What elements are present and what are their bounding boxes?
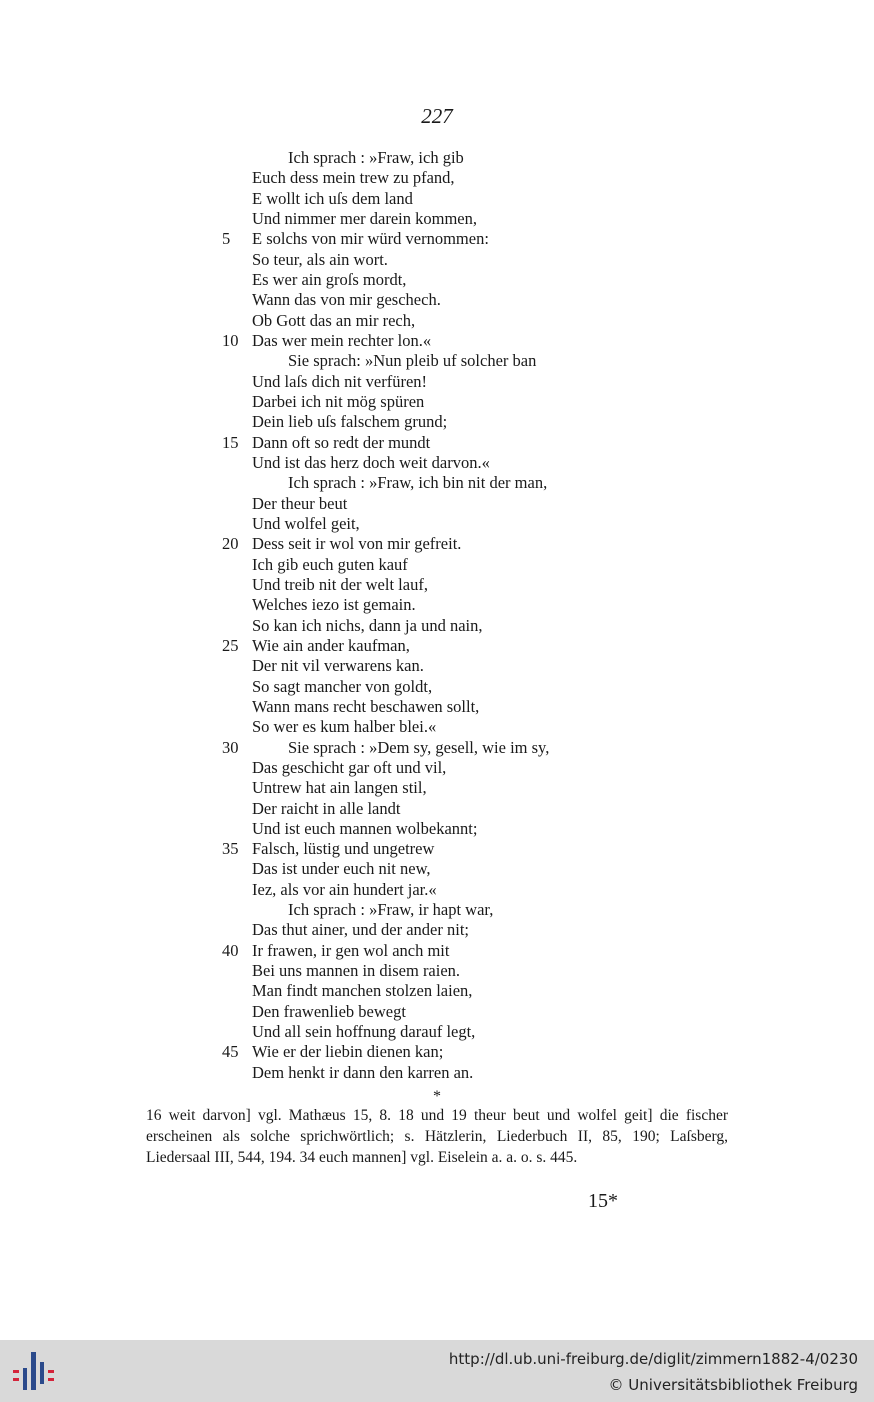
verse-line [0,372,874,392]
verse-text: Das geschicht gar oft und vil, [252,757,447,777]
verse-text: Wie er der liebin dienen kan; [252,1042,444,1062]
verse-line [0,189,874,209]
verse-line [0,677,874,697]
verse-line [0,1063,874,1083]
verse-text: Das wer mein rechter lon.« [252,330,432,350]
verse-text: Sie sprach : »Dem sy, gesell, wie im sy, [288,737,550,757]
verse-text: So sagt mancher von goldt, [252,676,433,696]
verse-text: Wann das von mir geschech. [252,290,441,310]
verse-line [0,514,874,534]
verse-line [0,148,874,168]
line-number: 10 [222,330,239,350]
verse-line [0,392,874,412]
verse-text: E solchs von mir würd vernommen: [252,229,489,249]
verse-text: Ir frawen, ir gen wol anch mit [252,940,450,960]
verse-text: Und ist das herz doch weit darvon.« [252,452,490,472]
verse-line [0,494,874,514]
verse-text: Iez, als vor ain hundert jar.« [252,879,437,899]
verse-text: Das thut ainer, und der ander nit; [252,920,469,940]
verse-line [0,799,874,819]
verse-line [0,941,874,961]
footer-bar [0,1340,874,1402]
verse-text: Sie sprach: »Nun pleib uf solcher ban [288,351,537,371]
verse-line [0,717,874,737]
verse-line [0,290,874,310]
verse-line [0,738,874,758]
page-number: 227 [421,104,453,128]
verse-text: Ich sprach : »Fraw, ich bin nit der man, [288,473,548,493]
verse-line [0,900,874,920]
verse-text: Ich sprach : »Fraw, ir hapt war, [288,900,494,920]
verse-line [0,880,874,900]
verse-text: Der nit vil verwarens kan. [252,656,424,676]
verse-line [0,636,874,656]
verse-line [0,839,874,859]
verse-text: Bei uns mannen in disem raien. [252,961,461,981]
copyright-notice: © Universitätsbibliothek Freiburg [608,1376,858,1394]
verse-text: Es wer ain groſs mordt, [252,269,407,289]
verse-line [0,250,874,270]
line-number: 5 [222,229,231,249]
line-number: 35 [222,839,239,859]
verse-line [0,229,874,249]
verse-line [0,697,874,717]
verse-text: Welches iezo ist gemain. [252,595,416,615]
verse-line [0,778,874,798]
verse-line [0,961,874,981]
verse-text: Ob Gott das an mir rech, [252,310,416,330]
verse-text: E wollt ich uſs dem land [252,188,413,208]
verse-line [0,311,874,331]
verse-line [0,209,874,229]
verse-line [0,555,874,575]
verse-line [0,412,874,432]
verse-line [0,616,874,636]
line-number: 20 [222,534,239,554]
verse-text: Wann mans recht beschawen sollt, [252,696,480,716]
verse-line [0,981,874,1001]
line-number: 30 [222,737,239,757]
line-number: 25 [222,635,239,655]
signature-mark: 15* [588,1190,618,1212]
line-number: 15 [222,432,239,452]
verse-line [0,758,874,778]
verse-line [0,1002,874,1022]
verse-text: Und treib nit der welt lauf, [252,574,428,594]
verse-text: Untrew hat ain langen stil, [252,778,427,798]
verse-line [0,920,874,940]
verse-text: Den frawenlieb bewegt [252,1001,406,1021]
verse-text: Ich sprach : »Fraw, ich gib [288,148,464,167]
verse-text: Dein lieb uſs falschem grund; [252,412,448,432]
verse-text: Wie ain ander kaufman, [252,635,410,655]
line-number: 45 [222,1042,239,1062]
verse-text: Euch dess mein trew zu pfand, [252,168,455,188]
section-mark: * [433,1088,441,1105]
verse-text: Und all sein hoffnung darauf legt, [252,1022,476,1042]
verse-line [0,1022,874,1042]
verse-line [0,433,874,453]
verse-line [0,819,874,839]
verse-text: Darbei ich nit mög spüren [252,391,425,411]
source-url-link[interactable]: http://dl.ub.uni-freiburg.de/diglit/zimmern1882-4/0230 [448,1350,858,1368]
verse-text: Das ist under euch nit new, [252,859,431,879]
verse-text: Dann oft so redt der mundt [252,432,431,452]
verse-line [0,595,874,615]
verse-line [0,1042,874,1062]
verse-text: Dem henkt ir dann den karren an. [252,1062,474,1082]
verse-line [0,351,874,371]
verse-line [0,331,874,351]
verse-text: So kan ich nichs, dann ja und nain, [252,615,483,635]
verse-text: Der theur beut [252,493,348,513]
verse-line [0,656,874,676]
verse-text: Und nimmer mer darein kommen, [252,208,477,228]
line-number: 40 [222,940,239,960]
verse-line [0,453,874,473]
footnote: 16 weit darvon] vgl. Mathæus 15, 8. 18 und 19 theur beut und wolfel geit] die fischer erscheinen als solche sprichwörtlich; s. Hätzlerin, Liederbuch II, 85, 190; Laſsberg, Liedersaal III, 544, 194. 34 euch mannen] vgl. Eiselein a. a. o. s. 445. [146,1107,728,1166]
library-logo-icon [10,1348,56,1394]
verse-text: Man findt manchen stolzen laien, [252,981,473,1001]
verse-line [0,859,874,879]
poem-text [0,148,874,1083]
verse-text: Dess seit ir wol von mir gefreit. [252,534,462,554]
verse-text: So wer es kum halber blei.« [252,717,437,737]
verse-text: Ich gib euch guten kauf [252,554,408,574]
verse-text: Und wolfel geit, [252,513,360,533]
verse-line [0,168,874,188]
verse-text: Und ist euch mannen wolbekannt; [252,818,478,838]
verse-line [0,534,874,554]
verse-text: Falsch, lüstig und ungetrew [252,839,435,859]
verse-line [0,575,874,595]
verse-text: Der raicht in alle landt [252,798,401,818]
verse-text: Und laſs dich nit verfüren! [252,371,428,391]
verse-line [0,473,874,493]
verse-line [0,270,874,290]
verse-text: So teur, als ain wort. [252,249,388,269]
